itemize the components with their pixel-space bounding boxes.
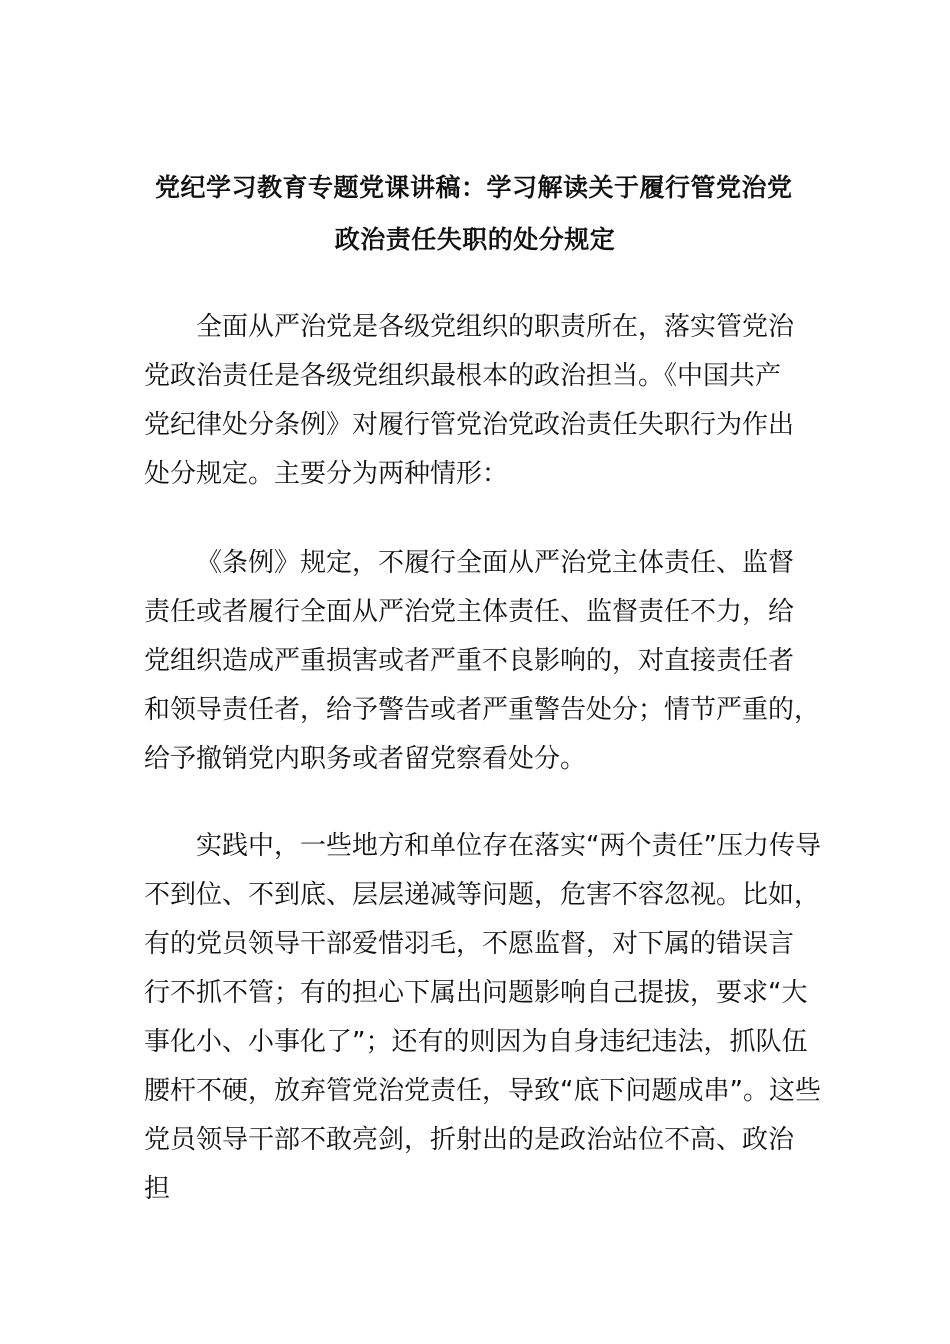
paragraph-3-line-4: 行不抓不管；有的担心下属出问题影响自己提拔，要求“大 (144, 978, 808, 1008)
paragraph-1-line-3: 党纪律处分条例》对履行管党治党政治责任失职行为作出 (144, 410, 795, 440)
paragraph-1-line-1: 全面从严治党是各级党组织的职责所在，落实管党治 (196, 312, 795, 342)
paragraph-2-line-5: 给予撤销党内职务或者留党察看处分。 (144, 744, 587, 774)
paragraph-3-line-2: 不到位、不到底、层层递减等问题，危害不容忽视。比如， (144, 880, 821, 910)
document-title-line-2: 政治责任失职的处分规定 (334, 225, 616, 254)
paragraph-1-line-4: 处分规定。主要分为两种情形： (144, 459, 509, 489)
paragraph-2-line-3: 党组织造成严重损害或者严重不良影响的，对直接责任者 (144, 646, 795, 676)
paragraph-3-line-1: 实践中，一些地方和单位存在落实“两个责任”压力传导 (196, 831, 821, 861)
paragraph-3-line-8: 担 (144, 1174, 171, 1204)
paragraph-1-line-2: 党政治责任是各级党组织最根本的政治担当。《中国共产 (144, 361, 782, 391)
paragraph-2-line-4: 和领导责任者，给予警告或者严重警告处分；情节严重的， (144, 695, 821, 725)
paragraph-3-line-6: 腰杆不硬，放弃管党治党责任，导致“底下问题成串”。这些 (144, 1076, 821, 1106)
paragraph-3-line-3: 有的党员领导干部爱惜羽毛，不愿监督，对下属的错误言 (144, 929, 795, 959)
paragraph-3-line-5: 事化小、小事化了”；还有的则因为自身违纪违法，抓队伍 (144, 1027, 808, 1057)
document-title-line-1: 党纪学习教育专题党课讲稿：学习解读关于履行管党治党 (155, 173, 793, 202)
paragraph-3-line-7: 党员领导干部不敢亮剑，折射出的是政治站位不高、政治 (144, 1125, 795, 1155)
paragraph-2-line-2: 责任或者履行全面从严治党主体责任、监督责任不力，给 (144, 597, 795, 627)
paragraph-2-line-1: 《条例》规定，不履行全面从严治党主体责任、监督 (196, 548, 795, 578)
